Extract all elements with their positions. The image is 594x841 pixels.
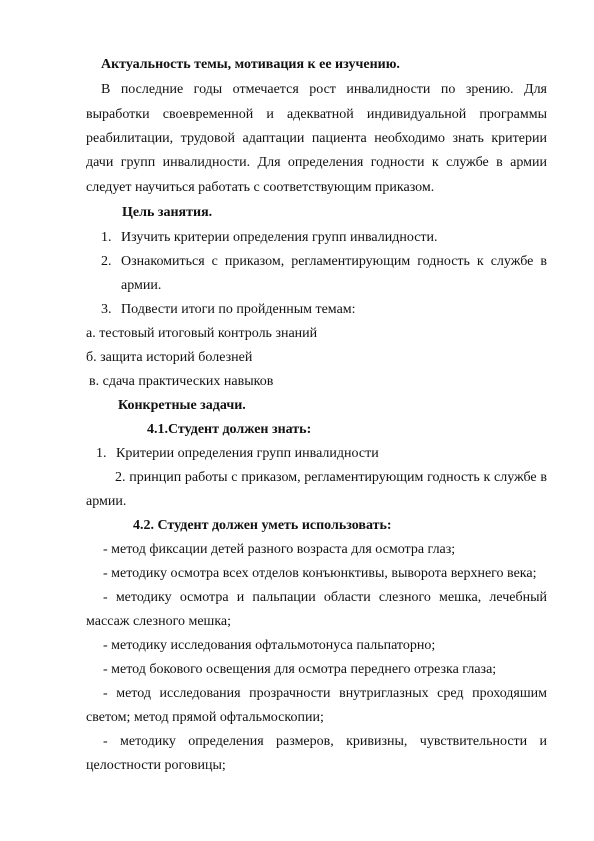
use-item-3-line-2: массаж слезного мешка; (86, 614, 232, 629)
goal-item-3 (101, 302, 356, 318)
use-item-7-line-2: целостности роговицы; (86, 758, 226, 773)
use-item-7-line-1: - методику определения размеров, кривизны, чувствительности и (103, 734, 547, 749)
use-item-4: - методику исследования офтальмотонуса пальпаторно; (103, 638, 436, 653)
use-item-6-line-2: светом; метод прямой офтальмоскопии; (86, 710, 324, 725)
tasks-heading: Конкретные задачи. (118, 398, 246, 413)
intro-line-4: дачи групп инвалидности. Для определения годности к службе в армии (86, 155, 547, 170)
use-item-6-line-1: - метод исследования прозрачности внутриглазных сред проходяшим (103, 686, 547, 701)
intro-line-1: В последние годы отмечается рост инвалидности по зрению. Для (101, 82, 547, 97)
goal-item-text: Ознакомиться с приказом, регламентирующим годность к службе в (121, 254, 547, 269)
use-item-3-line-1: - методику осмотра и пальпации области слезного мешка, лечебный (103, 590, 547, 605)
know-item-number: 1. (96, 446, 107, 461)
use-item-2: - методику осмотра всех отделов конъюнктивы, выворота верхнего века; (103, 566, 537, 581)
know-item-2-line-1: 2. принцип работы с приказом, регламентирующим годность к службе в (115, 470, 547, 485)
use-subheading: 4.2. Студент должен уметь использовать: (133, 518, 392, 533)
know-item-text: Критерии определения групп инвалидности (116, 446, 379, 461)
goal-item-text: Изучить критерии определения групп инвалидности. (121, 230, 438, 245)
goal-item-1 (101, 230, 438, 246)
goal-subitem-c: в. сдача практических навыков (89, 374, 274, 389)
goal-item-number: 1. (101, 230, 112, 245)
section-heading-actuality: Актуальность темы, мотивация к ее изучению. (101, 57, 400, 72)
goal-item-number: 2. (101, 254, 112, 269)
know-item-1 (96, 446, 379, 462)
goal-item-2 (101, 254, 547, 270)
goal-item-text: Подвести итоги по пройденным темам: (121, 302, 356, 317)
goal-item-2-continuation: армии. (121, 278, 162, 293)
goal-item-number: 3. (101, 302, 112, 317)
intro-line-2: выработки своевременной и адекватной индивидуальной программы (86, 107, 547, 122)
know-item-2-line-2: армии. (86, 494, 127, 509)
goal-subitem-b: б. защита историй болезней (86, 350, 253, 365)
know-subheading: 4.1.Студент должен знать: (147, 422, 312, 437)
goal-subitem-a: а. тестовый итоговый контроль знаний (86, 326, 318, 341)
use-item-1: - метод фиксации детей разного возраста для осмотра глаз; (103, 542, 456, 557)
use-item-5: - метод бокового освещения для осмотра переднего отрезка глаза; (103, 662, 497, 677)
goal-heading: Цель занятия. (122, 205, 213, 220)
intro-line-3: реабилитации, трудовой адаптации пациента необходимо знать критерии (86, 131, 547, 146)
intro-line-5: следует научиться работать с соответствующим приказом. (86, 180, 435, 195)
